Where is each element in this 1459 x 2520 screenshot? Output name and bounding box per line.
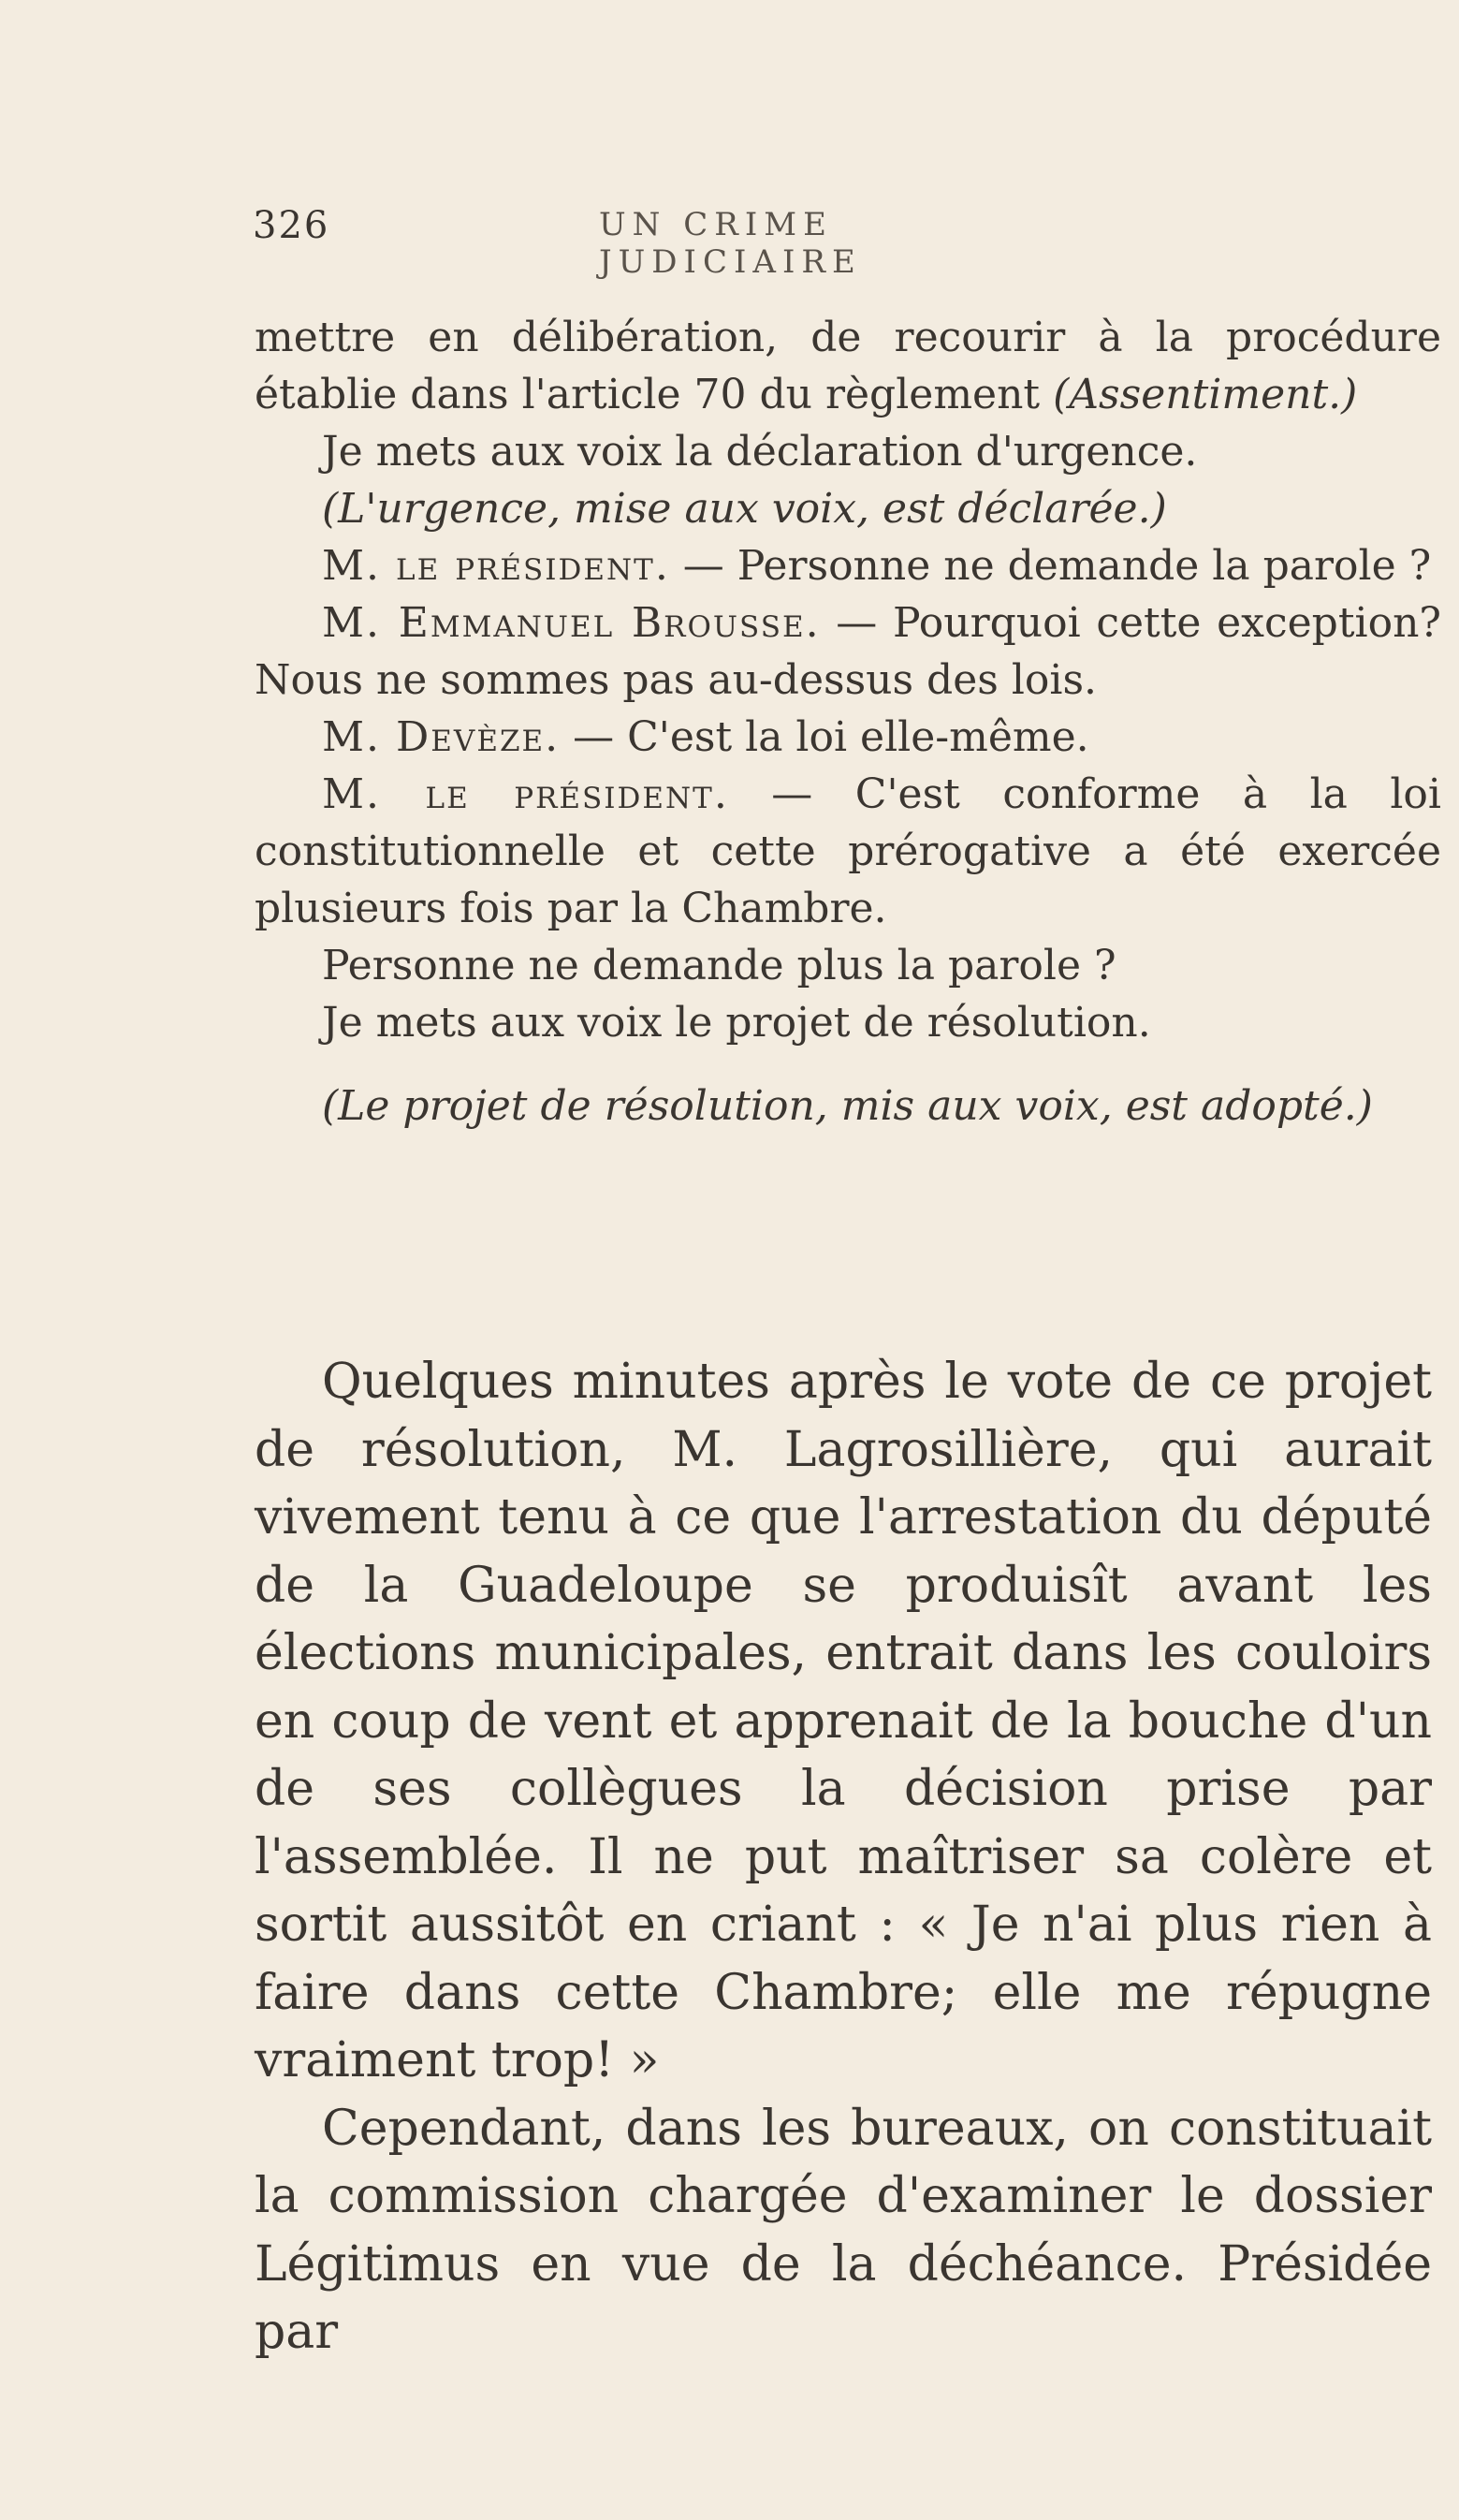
stage-direction: (Le projet de résolution, mis aux voix, est adopté.): [322, 1082, 1373, 1130]
page-number: 326: [253, 204, 330, 247]
speaker-name: M. Devèze.: [322, 713, 561, 761]
debate-paragraph: Je mets aux voix le projet de résolution.: [322, 999, 1151, 1047]
speaker-name: M. le président.: [322, 770, 729, 818]
debate-paragraph: M. Emmanuel Brousse. — Pourquoi cette exception? Nous ne sommes pas au-dessus des lois.: [255, 599, 1442, 704]
speaker-name: M. le président.: [322, 542, 670, 590]
debate-paragraph: Je mets aux voix la déclaration d'urgence.: [322, 428, 1198, 476]
page-header: [253, 204, 1094, 281]
debate-paragraph: M. Devèze. — C'est la loi elle-même.: [322, 713, 1089, 761]
debate-paragraph: M. le président. — Personne ne demande la parole ?: [322, 542, 1432, 590]
debate-paragraph: Personne ne demande plus la parole ?: [322, 942, 1116, 989]
speaker-name: M. Emmanuel Brousse.: [322, 599, 821, 647]
debate-transcript: [255, 309, 1441, 1135]
debate-paragraph: mettre en délibération, de recourir à la procédure établie dans l'article 70 du règlement (Assentiment.): [255, 314, 1441, 418]
running-title: UN CRIME JUDICIAIRE: [599, 206, 862, 281]
narrative-paragraph: Cependant, dans les bureaux, on constituait la commission chargée d'examiner le dossier Légitimus en vue de la déchéance. Présidée par: [255, 2100, 1432, 2360]
narrative-paragraph: Quelques minutes après le vote de ce projet de résolution, M. Lagrosillière, qui aurait vivement tenu à ce que l'arrestation du député de la Guadeloupe se produisît avant les élections municipales, entrait dans les couloirs en coup de vent et apprenait de la bouche d'un de ses collègues la décision prise par l'assemblée. Il ne put maîtriser sa colère et sortit aussitôt en criant : « Je n'ai plus rien à faire dans cette Chambre; elle me répugne vraiment trop! »: [255, 1354, 1432, 2088]
narrative-text: [255, 1348, 1432, 2366]
stage-direction: (Assentiment.): [1053, 371, 1358, 418]
debate-paragraph: M. le président. — C'est conforme à la loi constitutionnelle et cette prérogative a été exercée plusieurs fois par la Chambre.: [255, 770, 1441, 932]
stage-direction: (L'urgence, mise aux voix, est déclarée.): [322, 485, 1167, 533]
